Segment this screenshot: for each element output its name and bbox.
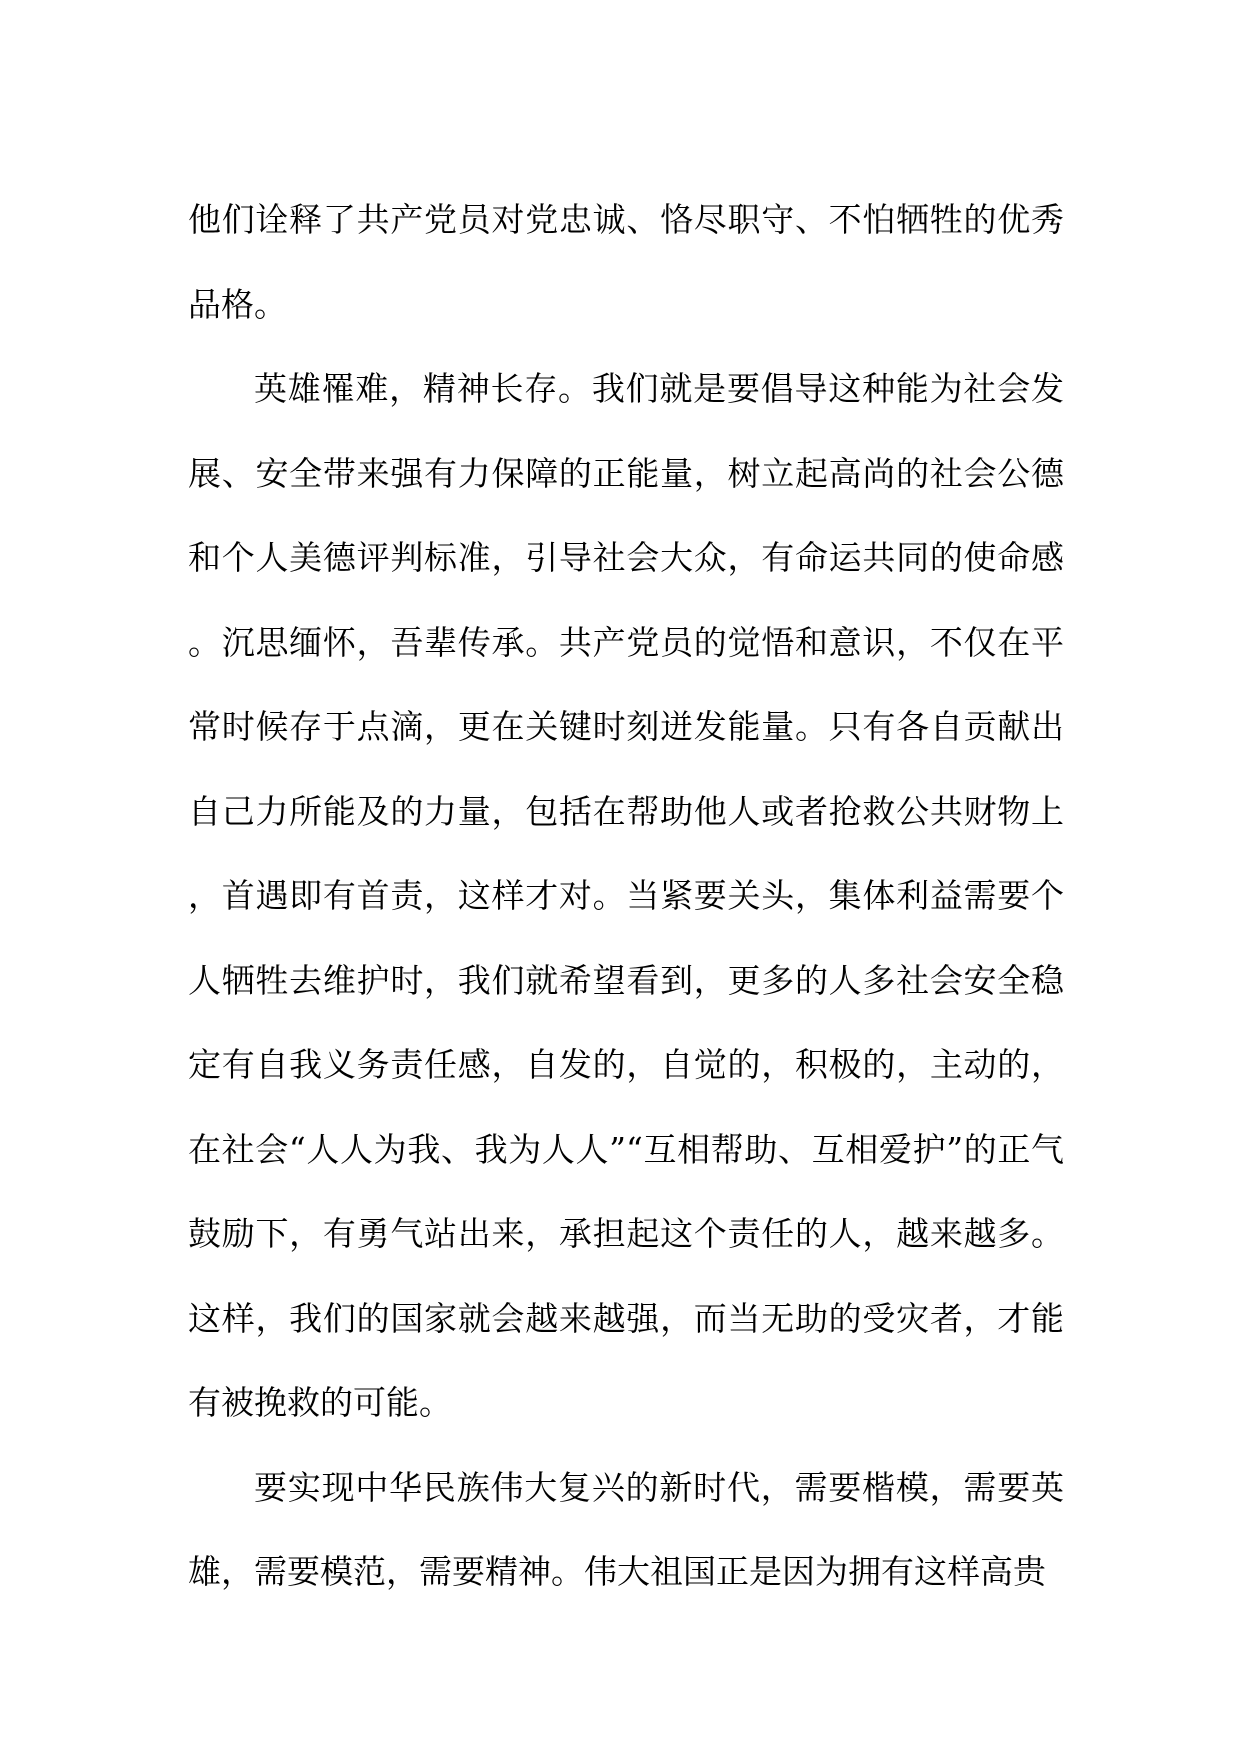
paragraph-heroes: 英雄罹难，精神长存。我们就是要倡导这种能为社会发展、安全带来强有力保障的正能量，树立起高尚的社会公德和个人美德评判标准，引导社会大众，有命运共同的使命感。沉思缅怀，吾辈传承。共产党员的觉悟和意识，不仅在平常时候存于点滴，更在关键时刻迸发能量。只有各自贡献出自己力所能及的力量，包括在帮助他人或者抢救公共财物上，首遇即有首责，这样才对。当紧要关头，集体利益需要个人牺牲去维护时，我们就希望看到，更多的人多社会安全稳定有自我义务责任感，自发的，自觉的，积极的，主动的，在社会“人人为我、我为人人”“互相帮助、互相爱护”的正气鼓励下，有勇气站出来，承担起这个责任的人，越来越多。这样，我们的国家就会越来越强，而当无助的受灾者，才能有被挽救的可能。 xyxy=(188,369,1064,1422)
document-body xyxy=(188,178,1064,1615)
paragraph-continued: 他们诠释了共产党员对党忠诚、恪尽职守、不怕牺牲的优秀品格。 xyxy=(188,200,1064,324)
paragraph-rejuvenation: 要实现中华民族伟大复兴的新时代，需要楷模，需要英雄，需要模范，需要精神。伟大祖国正是因为拥有这样高贵 xyxy=(188,1467,1064,1591)
